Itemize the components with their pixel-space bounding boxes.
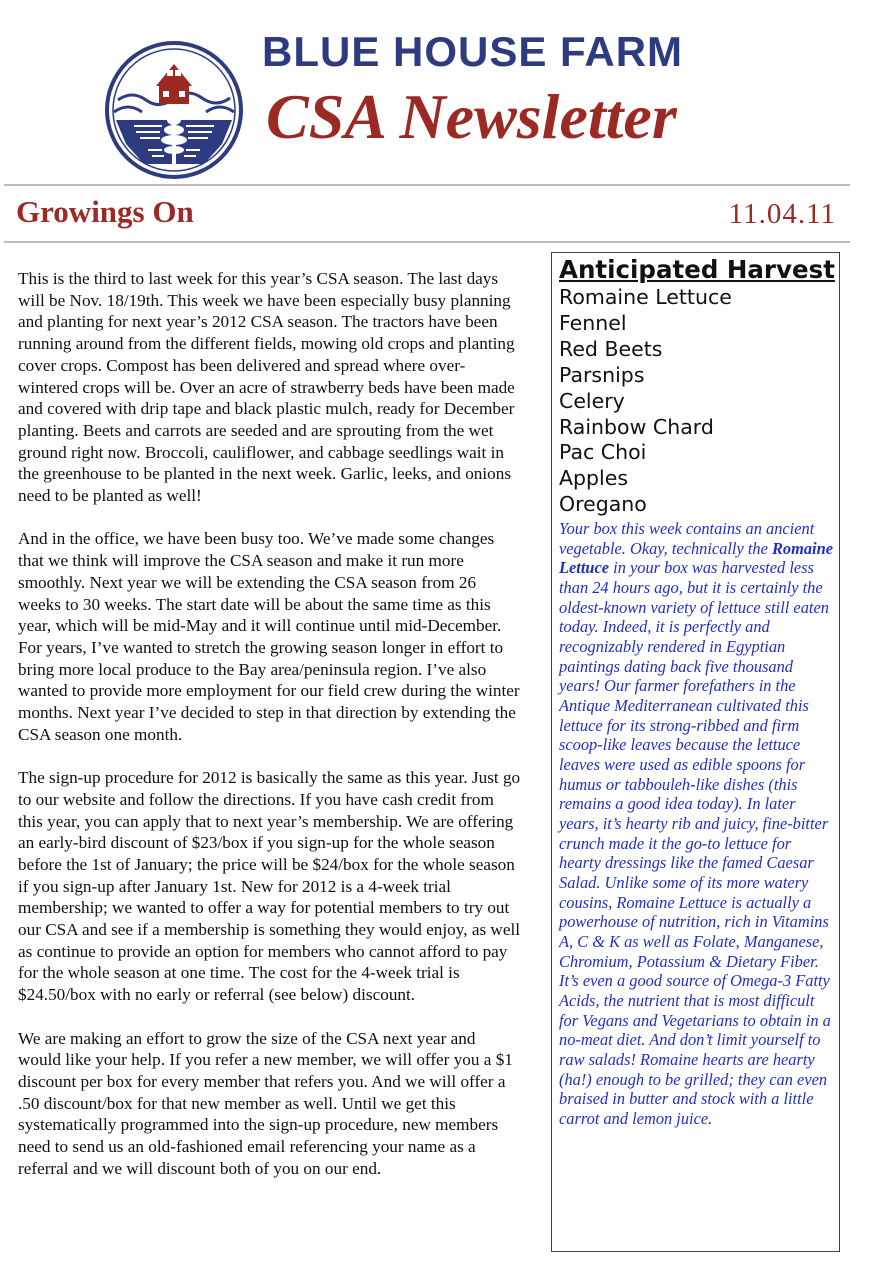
article-paragraph-3: The sign-up procedure for 2012 is basically the same as this year. Just go to our website and follow the directions. If you have cash credit from this year, you can apply that to next year’s membership. We are offering an early-bird discount of $23/box if you sign-up for the whole season before the 1st of January; the price will be $24/box for the whole season if you sign-up after January 1st. New for 2012 is a 4-week trial membership; we wanted to offer a way for potential members to try out our CSA and see if a membership is something they would enjoy, as well as continue to provide an option for members who cannot afford to pay for the whole season at one time. The cost for the 4-week trial is $24.50/box with no early or referral (see below) discount. [18,768,521,1005]
harvest-item: Oregano [559,492,647,517]
harvest-item: Pac Choi [559,440,647,465]
article-paragraph-2: And in the office, we have been busy too. We’ve made some changes that we think will improve the CSA season and make it run more smoothly. Next year we will be extending the CSA season from 26 weeks to 30 weeks. The start date will be about the same time as this year, which will be mid-May and it will continue until mid-December. For years, I’ve wanted to stretch the growing season longer in effort to bring more local produce to the Bay area/peninsula region. I’ve also wanted to provide more employment for our field crew during the winter months. Next year I’ve decided to step in that direction by extending the CSA season one month. [18,529,520,744]
harvest-item: Fennel [559,310,627,335]
harvest-title: Anticipated Harvest [559,255,835,284]
harvest-item: Celery [559,388,625,413]
newsletter-title: CSA Newsletter [266,81,677,152]
section-title: Growings On [16,194,194,229]
blurb-intro: Your box this week contains an ancient vegetable. Okay, technically the [559,519,815,558]
blurb-highlight: Romaine Lettuce [559,538,834,578]
article-paragraph-1: This is the third to last week for this year’s CSA season. The last days will be Nov. 18/19th. This week we have been especially busy planning and planting for next year’s 2012 CSA season. The tractors have been running around from the different fields, mowing old crops and planting cover crops. Compost has been delivered and spread where over-wintered crops will be. Over an acre of strawberry beds have been made and covered with drip tape and black plastic mulch, ready for December planting. Beets and carrots are seeded and are sprouting from the wet ground right now. Broccoli, cauliflower, and cabbage seedlings wait in the greenhouse to be planted in the next week. Garlic, leeks, and onions need to be planted as well! [18,269,515,506]
issue-date: 11.04.11 [728,198,836,230]
article-paragraph-4: We are making an effort to grow the size of the CSA next year and would like your help. If you refer a new member, we will offer you a $1 discount per box for every member that refers you. And we will offer a .50 discount/box for that new member as well. Until we get this systematically programmed into the sign-up procedure, new members need to send us an old-fashioned email referencing your name as a referral and we will discount both of you on our end. [18,1028,513,1178]
harvest-item: Rainbow Chard [559,414,714,439]
harvest-list [559,285,833,518]
harvest-item: Parsnips [559,362,645,387]
romaine-blurb [559,519,833,1128]
harvest-item: Apples [559,466,629,491]
top-divider [4,184,850,186]
article-body [18,268,522,1201]
blurb-body: in your box was harvested less than 24 hours ago, but it is certainly the oldest-known variety of lettuce still eaten today. Indeed, it is perfectly and recognizably rendered in Egyptian paintings dating back five thousand years! Our farmer forefathers in the Antique Mediterranean cultivated this lettuce for its strong-ribbed and firm scoop-like leaves because the lettuce leaves were used as edible spoons for humus or tabbouleh-like dishes (this remains a good idea today). In later years, it’s hearty rib and juicy, fine-bitter crunch made it the go-to lettuce for hearty dressings like the famed Caesar Salad. Unlike some of its more watery cousins, Romaine Lettuce is actually a powerhouse of nutrition, rich in Vitamins A, C & K as well as Folate, Manganese, Chromium, Potassium & Dietary Fiber. It’s even a good source of Omega-3 Fatty Acids, the nutrient that is most difficult for Vegans and Vegetarians to obtain in a no-meat diet. And don’t limit yourself to raw salads! Romaine hearts are hearty (ha!) enough to be grilled; they can even braised in butter and stock with a little carrot and lemon juice. [559,558,831,1128]
masthead [0,0,880,180]
harvest-item: Red Beets [559,336,663,361]
farm-name: BLUE HOUSE FARM [262,28,684,75]
anticipated-harvest-box [551,252,840,1252]
harvest-item: Romaine Lettuce [559,285,732,309]
farm-house-tree-logo [104,40,244,180]
bottom-divider [4,241,850,243]
